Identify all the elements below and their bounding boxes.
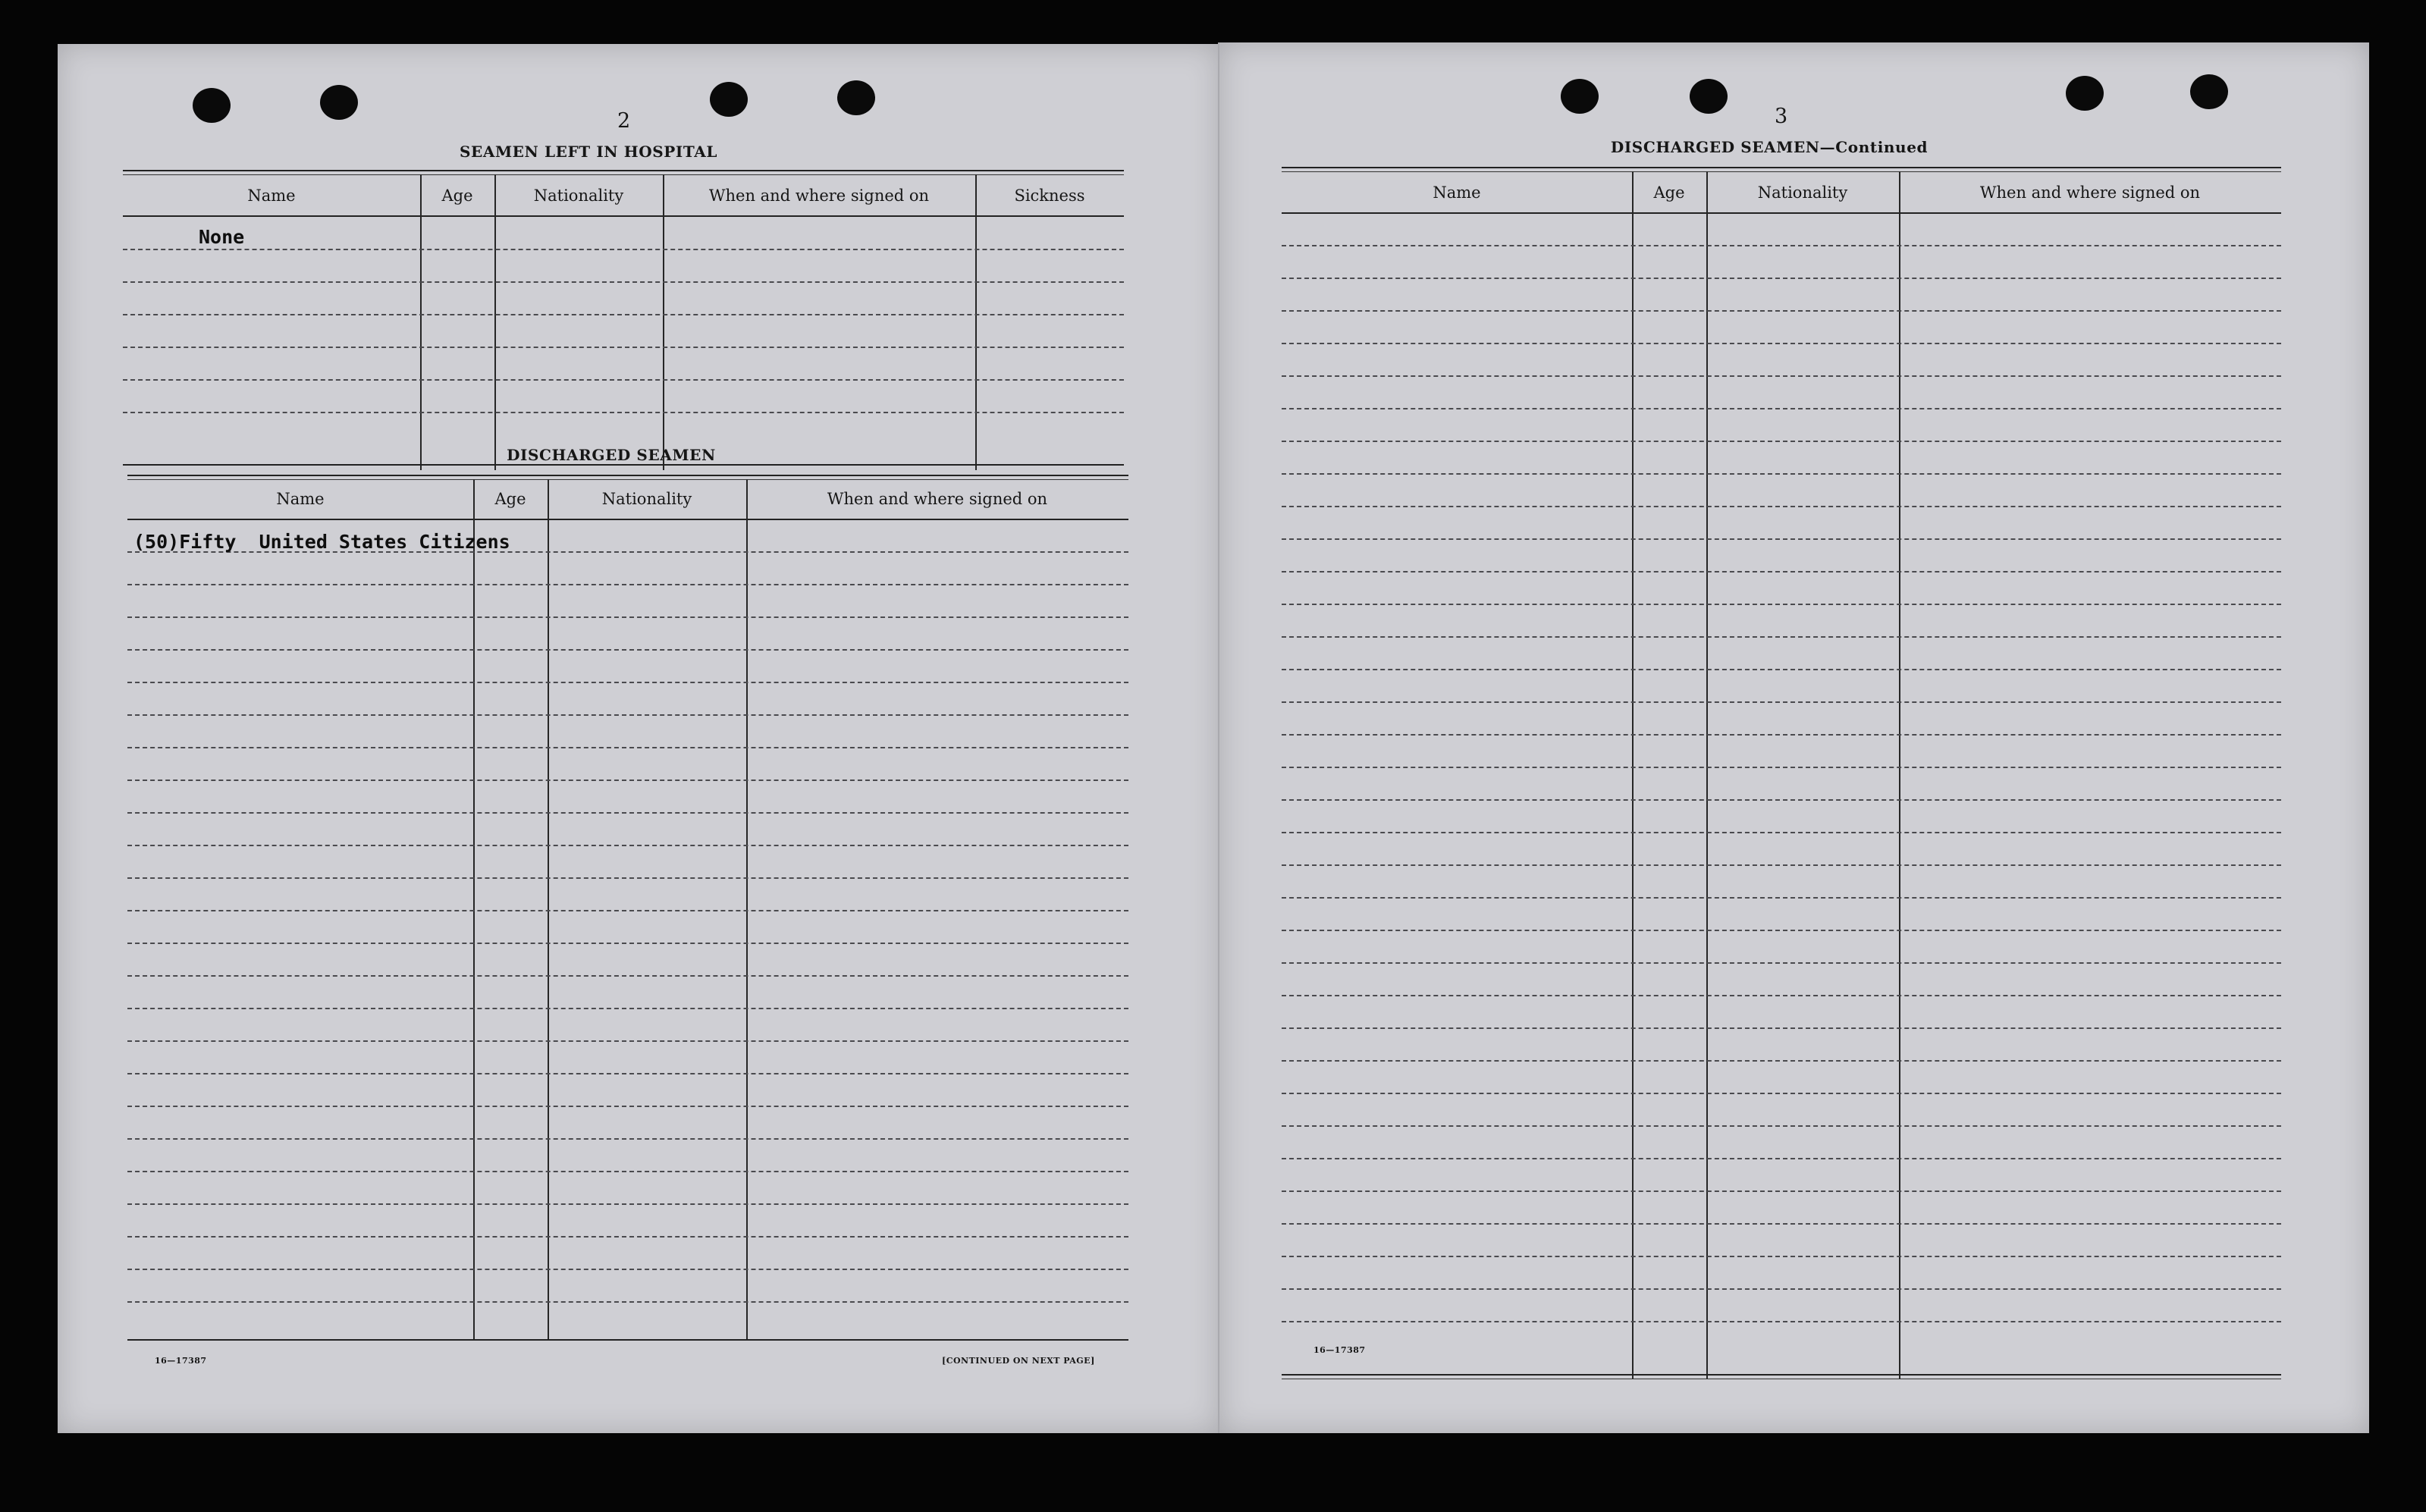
column-header-signed-on: When and where signed on bbox=[1979, 184, 2201, 202]
discharged-heading: DISCHARGED SEAMEN bbox=[507, 446, 716, 464]
form-number: 16—17387 bbox=[1313, 1345, 1366, 1355]
right-page bbox=[1219, 42, 2369, 1433]
punch-hole bbox=[193, 88, 231, 123]
heading-continued-text: —Continued bbox=[1819, 138, 1929, 156]
column-header-age: Age bbox=[441, 187, 473, 205]
column-header-nationality: Nationality bbox=[1757, 184, 1848, 202]
page-number: 2 bbox=[617, 109, 631, 133]
left-page bbox=[58, 44, 1219, 1433]
column-header-signed-on: When and where signed on bbox=[827, 490, 1048, 508]
discharged-table bbox=[127, 475, 1128, 1347]
punch-hole bbox=[1690, 79, 1728, 114]
continued-note: [CONTINUED ON NEXT PAGE] bbox=[942, 1356, 1095, 1366]
discharged-continued-table bbox=[1282, 167, 2281, 1383]
form-number: 16—17387 bbox=[155, 1356, 207, 1366]
hospital-table bbox=[123, 170, 1124, 470]
column-header-sickness: Sickness bbox=[1014, 187, 1085, 205]
punch-hole bbox=[2066, 76, 2104, 111]
column-header-signed-on: When and where signed on bbox=[708, 187, 930, 205]
punch-hole bbox=[1561, 79, 1599, 114]
column-header-name: Name bbox=[247, 187, 296, 205]
column-header-name: Name bbox=[1433, 184, 1481, 202]
typed-entry: None bbox=[199, 226, 245, 248]
punch-hole bbox=[837, 80, 875, 115]
punch-hole bbox=[320, 85, 358, 120]
column-header-age: Age bbox=[494, 490, 526, 508]
punch-hole bbox=[710, 82, 748, 117]
punch-hole bbox=[2190, 74, 2228, 109]
heading-text: DISCHARGED SEAMEN bbox=[1610, 138, 1820, 156]
page-number: 3 bbox=[1775, 105, 1788, 128]
column-header-age: Age bbox=[1653, 184, 1685, 202]
column-header-nationality: Nationality bbox=[533, 187, 624, 205]
typed-entry: (50)Fifty United States Citizens bbox=[133, 531, 510, 553]
column-header-name: Name bbox=[276, 490, 325, 508]
column-header-nationality: Nationality bbox=[601, 490, 692, 508]
discharged-continued-heading bbox=[1523, 138, 2016, 156]
hospital-heading: SEAMEN LEFT IN HOSPITAL bbox=[459, 143, 718, 161]
